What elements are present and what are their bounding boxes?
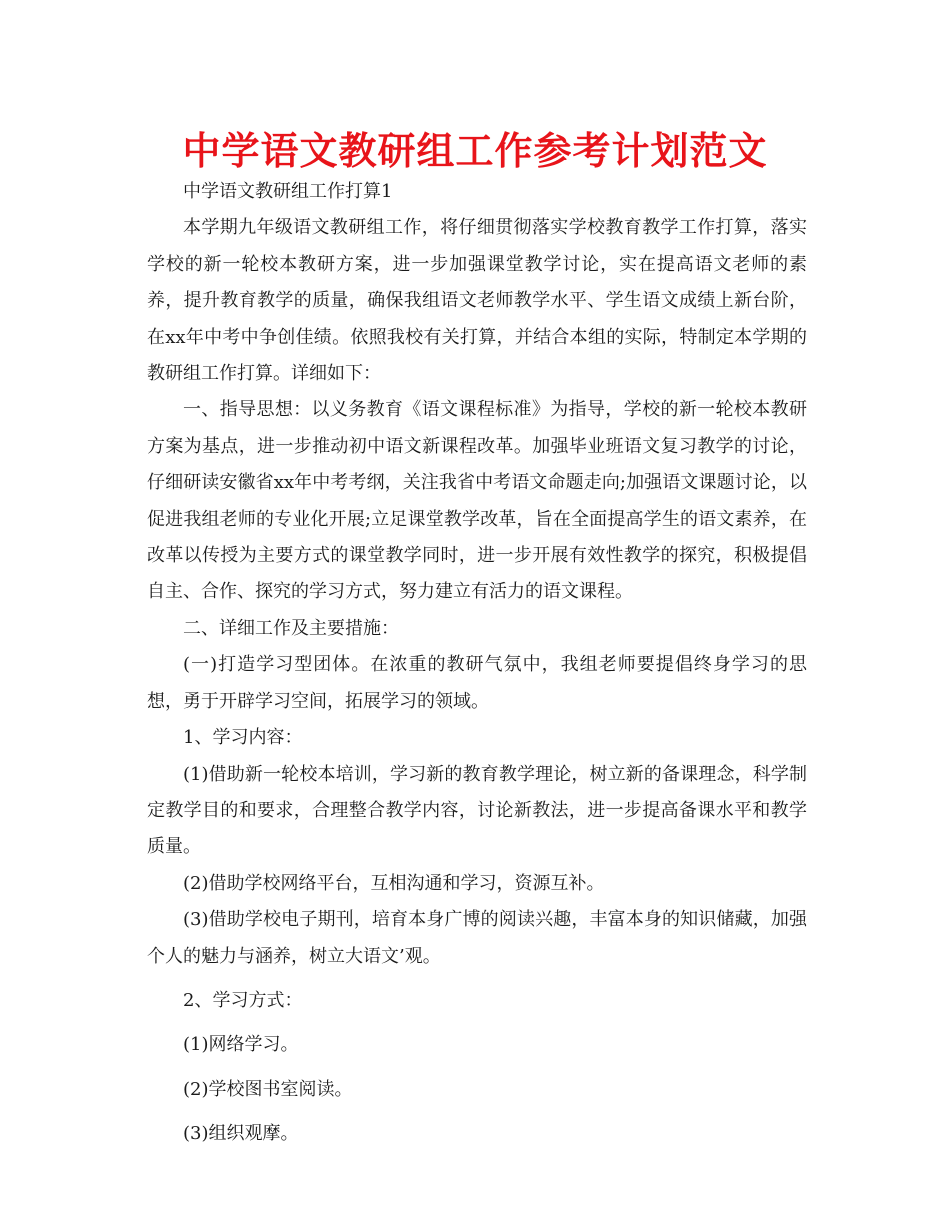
paragraph-content-1: (1)借助新一轮校本培训，学习新的教育教学理论，树立新的备课理念，科学制定教学目的和要求，合理整合教学内容，讨论新教法，进一步提高备课水平和教学质量。 xyxy=(147,763,807,858)
document-body xyxy=(147,174,807,1153)
heading-learning-method: 2、学习方式： xyxy=(183,989,303,1011)
document-title: 中学语文教研组工作参考计划范文 xyxy=(182,129,768,173)
paragraph-method-3: (3)组织观摩。 xyxy=(183,1123,299,1145)
heading-learning-content: 1、学习内容： xyxy=(183,727,303,749)
paragraph-content-2: (2)借助学校网络平台，互相沟通和学习，资源互补。 xyxy=(183,872,605,894)
heading-work-measures: 二、详细工作及主要措施： xyxy=(183,617,399,639)
paragraph-intro: 本学期九年级语文教研组工作，将仔细贯彻落实学校教育教学工作打算，落实学校的新一轮校本教研方案，进一步加强课堂教学讨论，实在提高语文老师的素养，提升教育教学的质量，确保我组语文老师教学水平、学生语文成绩上新台阶，在xx年中考中争创佳绩。依照我校有关打算，并结合本组的实际，特制定本学期的教研组工作打算。详细如下： xyxy=(147,217,807,385)
paragraph-content-3: (3)借助学校电子期刊，培育本身广博的阅读兴趣，丰富本身的知识储藏，加强个人的魅力与涵养，树立大语文’观。 xyxy=(147,909,807,967)
paragraph-method-1: (1)网络学习。 xyxy=(183,1034,299,1056)
paragraph-learning-team: (一)打造学习型团体。在浓重的教研气氛中，我组老师要提倡终身学习的思想，勇于开辟学习空间，拓展学习的领域。 xyxy=(147,654,807,712)
paragraph-guiding-thought: 一、指导思想：以义务教育《语文课程标准》为指导，学校的新一轮校本教研方案为基点，进一步推动初中语文新课程改革。加强毕业班语文复习教学的讨论，仔细研读安徽省xx年中考考纲，关注我省中考语文命题走向;加强语文课题讨论，以促进我组老师的专业化开展;立足课堂教学改革，旨在全面提高学生的语文素养，在改革以传授为主要方式的课堂教学同时，进一步开展有效性教学的探究，积极提倡自主、合作、探究的学习方式，努力建立有活力的语文课程。 xyxy=(147,399,807,603)
subtitle: 中学语文教研组工作打算1 xyxy=(183,181,393,202)
paragraph-method-2: (2)学校图书室阅读。 xyxy=(183,1078,353,1100)
